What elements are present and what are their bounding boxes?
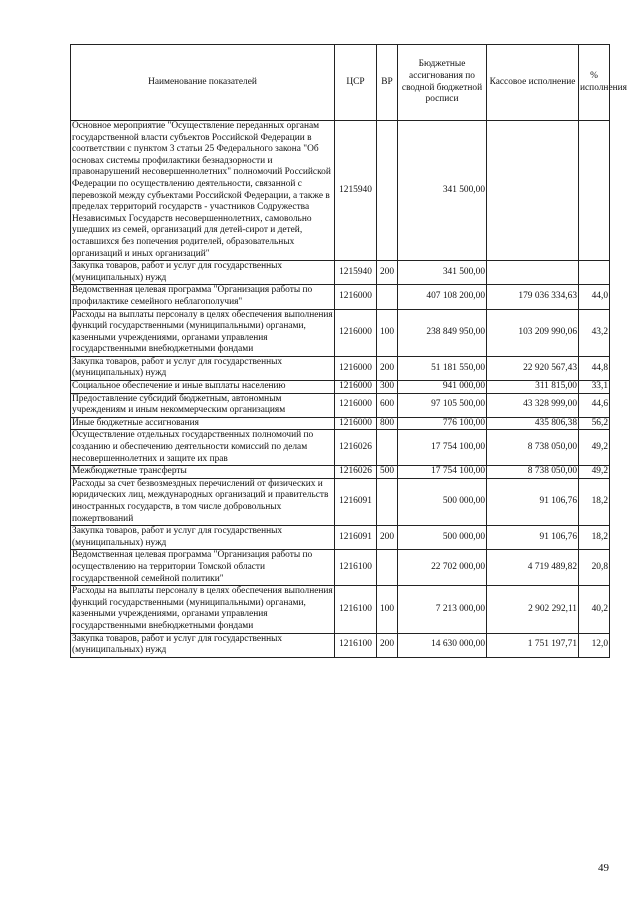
row-vr: 100	[377, 586, 398, 633]
row-name: Закупка товаров, работ и услуг для государственных (муниципальных) нужд	[71, 261, 335, 285]
table-row	[71, 586, 610, 633]
header-vr: ВР	[377, 45, 398, 121]
row-vr	[377, 121, 398, 261]
row-name: Закупка товаров, работ и услуг для государственных (муниципальных) нужд	[71, 633, 335, 657]
row-budget: 97 105 500,00	[398, 393, 487, 417]
row-csr: 1216000	[335, 417, 377, 430]
row-budget: 17 754 100,00	[398, 430, 487, 466]
row-budget: 341 500,00	[398, 121, 487, 261]
row-budget: 7 213 000,00	[398, 586, 487, 633]
row-cash: 91 106,76	[487, 478, 579, 525]
row-percent	[579, 261, 610, 285]
row-vr	[377, 430, 398, 466]
table-row	[71, 430, 610, 466]
row-name: Закупка товаров, работ и услуг для государственных (муниципальных) нужд	[71, 356, 335, 380]
row-percent: 12,0	[579, 633, 610, 657]
table-row	[71, 121, 610, 261]
row-name: Расходы на выплаты персоналу в целях обеспечения выполнения функций государственными (муниципальными) органами, казенными учреждениями, органами управления государственными внебюджетными фондами	[71, 586, 335, 633]
row-vr: 800	[377, 417, 398, 430]
header-cash: Кассовое исполнение	[487, 45, 579, 121]
row-percent: 49,2	[579, 430, 610, 466]
row-vr: 300	[377, 381, 398, 394]
row-csr: 1216000	[335, 393, 377, 417]
row-csr: 1216026	[335, 466, 377, 479]
row-cash: 1 751 197,71	[487, 633, 579, 657]
row-vr: 200	[377, 526, 398, 550]
row-percent: 44,0	[579, 285, 610, 309]
row-budget: 341 500,00	[398, 261, 487, 285]
budget-execution-table	[70, 44, 627, 658]
row-cash	[487, 261, 579, 285]
row-cash: 435 806,38	[487, 417, 579, 430]
table-row	[71, 478, 610, 525]
row-vr: 600	[377, 393, 398, 417]
row-cash: 8 738 050,00	[487, 430, 579, 466]
row-vr	[377, 285, 398, 309]
row-csr: 1216000	[335, 285, 377, 309]
row-name: Межбюджетные трансферты	[71, 466, 335, 479]
header-name: Наименование показателей	[71, 45, 335, 121]
table-row	[71, 526, 610, 550]
row-name: Иные бюджетные ассигнования	[71, 417, 335, 430]
row-percent: 18,2	[579, 526, 610, 550]
table-row	[71, 356, 610, 380]
page-number: 49	[598, 862, 609, 874]
row-csr: 1216100	[335, 550, 377, 586]
row-cash: 91 106,76	[487, 526, 579, 550]
header-budget: Бюджетные ассигнования по сводной бюджетной росписи	[398, 45, 487, 121]
table-row	[71, 393, 610, 417]
table-row	[71, 381, 610, 394]
row-vr: 500	[377, 466, 398, 479]
row-vr: 200	[377, 633, 398, 657]
row-percent: 43,2	[579, 309, 610, 356]
header-csr: ЦСР	[335, 45, 377, 121]
row-csr: 1216000	[335, 381, 377, 394]
row-percent: 44,6	[579, 393, 610, 417]
row-budget: 776 100,00	[398, 417, 487, 430]
row-budget: 238 849 950,00	[398, 309, 487, 356]
row-budget: 51 181 550,00	[398, 356, 487, 380]
row-cash: 4 719 489,82	[487, 550, 579, 586]
row-budget: 14 630 000,00	[398, 633, 487, 657]
row-percent: 40,2	[579, 586, 610, 633]
row-csr: 1216091	[335, 478, 377, 525]
row-percent: 33,1	[579, 381, 610, 394]
row-name: Ведомственная целевая программа "Организация работы по профилактике семейного неблагополучия"	[71, 285, 335, 309]
row-name: Предоставление субсидий бюджетным, автономным учреждениям и иным некоммерческим организациям	[71, 393, 335, 417]
row-name: Закупка товаров, работ и услуг для государственных (муниципальных) нужд	[71, 526, 335, 550]
row-cash: 43 328 999,00	[487, 393, 579, 417]
row-cash: 103 209 990,06	[487, 309, 579, 356]
row-percent: 56,2	[579, 417, 610, 430]
row-cash	[487, 121, 579, 261]
row-csr: 1216000	[335, 309, 377, 356]
row-csr: 1215940	[335, 261, 377, 285]
row-name: Социальное обеспечение и иные выплаты населению	[71, 381, 335, 394]
row-cash: 2 902 292,11	[487, 586, 579, 633]
row-csr: 1216091	[335, 526, 377, 550]
table-row	[71, 285, 610, 309]
row-name: Осуществление отдельных государственных полномочий по созданию и обеспечению деятельности комиссий по делам несовершеннолетних и защите их прав	[71, 430, 335, 466]
row-percent: 44,8	[579, 356, 610, 380]
header-percent: % исполнения	[579, 45, 610, 121]
table-row	[71, 550, 610, 586]
row-name: Расходы на выплаты персоналу в целях обеспечения выполнения функций государственными (муниципальными) органами, казенными учреждениями, органами управления государственными внебюджетными фондами	[71, 309, 335, 356]
row-cash: 311 815,00	[487, 381, 579, 394]
row-csr: 1216000	[335, 356, 377, 380]
row-csr: 1215940	[335, 121, 377, 261]
row-budget: 22 702 000,00	[398, 550, 487, 586]
row-vr	[377, 478, 398, 525]
row-cash: 179 036 334,63	[487, 285, 579, 309]
table-row	[71, 466, 610, 479]
row-csr: 1216100	[335, 633, 377, 657]
row-budget: 500 000,00	[398, 526, 487, 550]
row-vr: 200	[377, 261, 398, 285]
row-csr: 1216026	[335, 430, 377, 466]
row-name: Расходы за счет безвозмездных перечислений от физических и юридических лиц, международных организаций и правительств иностранных государств, в том числе добровольных пожертвований	[71, 478, 335, 525]
row-cash: 22 920 567,43	[487, 356, 579, 380]
row-percent: 18,2	[579, 478, 610, 525]
row-percent: 20,8	[579, 550, 610, 586]
row-name: Ведомственная целевая программа "Организация работы по осуществлению на территории Томской области государственной семейной политики"	[71, 550, 335, 586]
row-budget: 17 754 100,00	[398, 466, 487, 479]
row-budget: 500 000,00	[398, 478, 487, 525]
row-percent	[579, 121, 610, 261]
table-header-row	[71, 45, 610, 121]
row-vr: 200	[377, 356, 398, 380]
row-budget: 407 108 200,00	[398, 285, 487, 309]
row-name: Основное мероприятие "Осуществление переданных органам государственной власти субъектов Российской Федерации в соответствии с пунктом 3 статьи 25 Федерального закона "Об основах системы профилактики безнадзорности и правонарушений несовершеннолетних" полномочий Российской Федерации по осуществлению деятельности, связанной с перевозкой между субъектами Российской Федерации, а также в пределах территорий государств - участников Содружества Независимых Государств несовершеннолетних, самовольно ушедших из семей, организаций для детей-сирот и детей, оставшихся без попечения родителей, образовательных организаций и иных организаций"	[71, 121, 335, 261]
table-row	[71, 309, 610, 356]
row-percent: 49,2	[579, 466, 610, 479]
row-vr	[377, 550, 398, 586]
table-row	[71, 633, 610, 657]
row-vr: 100	[377, 309, 398, 356]
row-budget: 941 000,00	[398, 381, 487, 394]
table-row	[71, 417, 610, 430]
row-csr: 1216100	[335, 586, 377, 633]
table-row	[71, 261, 610, 285]
row-cash: 8 738 050,00	[487, 466, 579, 479]
